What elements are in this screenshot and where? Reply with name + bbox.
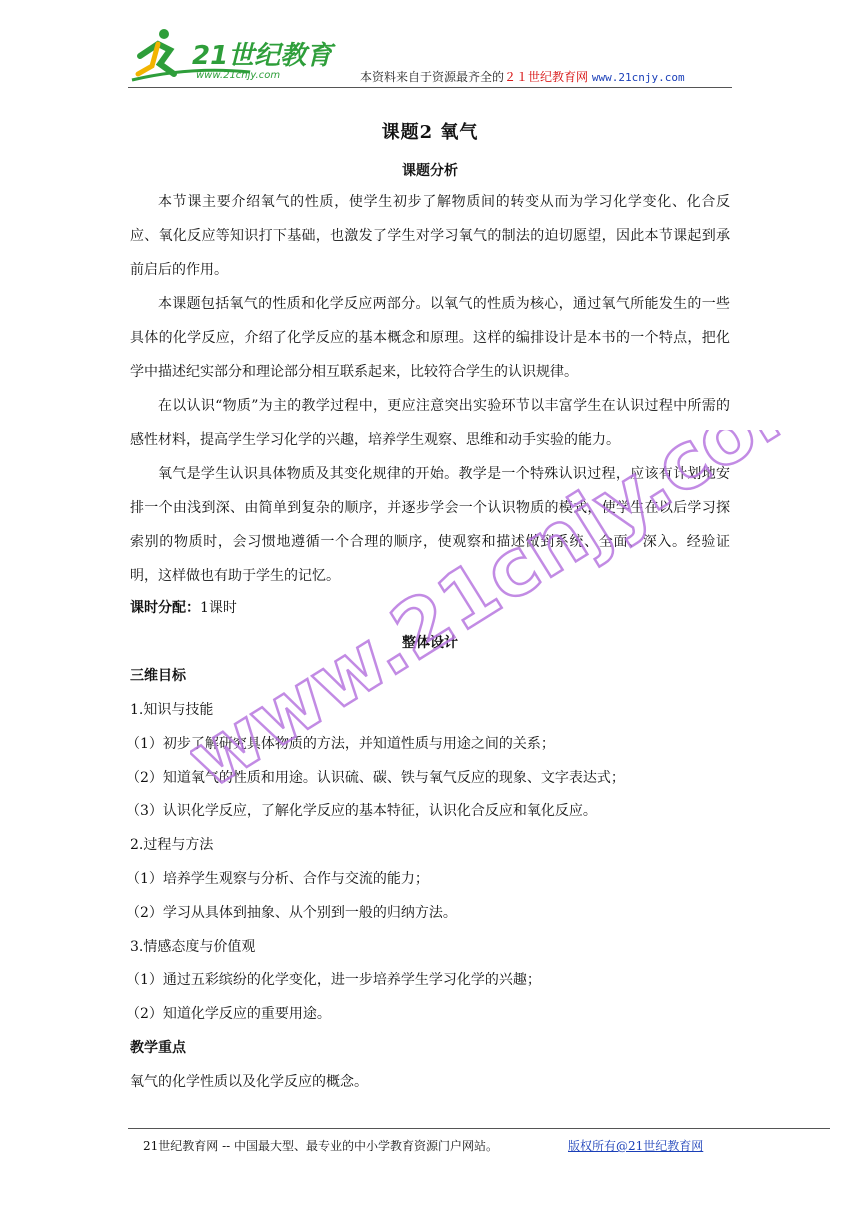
site-logo[interactable] (130, 26, 350, 86)
logo-graphic (130, 26, 350, 86)
goal-2-item: （2）学习从具体到抽象、从个别到一般的归纳方法。 (126, 905, 457, 921)
footer-divider (128, 1128, 830, 1129)
section-heading-design: 整体设计 (402, 635, 458, 651)
header-note-url[interactable]: www.21cnjy.com (591, 71, 685, 84)
goal-1-item: （3）认识化学反应，了解化学反应的基本特征，认识化合反应和氧化反应。 (126, 803, 597, 819)
watermark-text: www.21cnjy.com (190, 430, 790, 807)
header-divider (128, 87, 732, 88)
key-points-heading: 教学重点 (130, 1040, 186, 1056)
class-hours (130, 598, 750, 618)
goal-1-item: （2）知道氧气的性质和用途。认识硫、碳、铁与氧气反应的现象、文字表达式； (126, 770, 625, 786)
goal-2-heading: 2.过程与方法 (130, 837, 214, 853)
goal-3-item: （2）知道化学反应的重要用途。 (126, 1006, 331, 1022)
header-note-prefix: 本资料来自于资源最齐全的 (360, 70, 505, 84)
document-title: 课题2 氧气 (381, 122, 479, 143)
goal-2-item: （1）培养学生观察与分析、合作与交流的能力； (126, 871, 429, 887)
svg-text:www.21cnjy.com: www.21cnjy.com (196, 70, 281, 81)
header-note-brand: ２１世纪教育网 (504, 70, 589, 84)
paragraph-4: 氧气是学生认识具体物质及其变化规律的开始。教学是一个特殊认识过程，应该有计划地安排一个由浅到深、由简单到复杂的顺序，并逐步学会一个认识物质的模式，使学生在以后学习探索别的物质时，会习惯地遵循一个合理的顺序，使观察和描述做到系统、全面、深入。经验证明，这样做也有助于学生的记忆。 (130, 466, 730, 584)
section-heading-analysis: 课题分析 (402, 163, 458, 179)
paragraph-1: 本节课主要介绍氧气的性质，使学生初步了解物质间的转变从而为学习化学变化、化合反应、氧化反应等知识打下基础，也激发了学生对学习氧气的制法的迫切愿望，因此本节课起到承前启后的作用。 (130, 194, 730, 278)
header-source-note (360, 68, 685, 85)
class-hours-label: 课时分配： (130, 600, 200, 616)
footer-copyright-link[interactable]: 版权所有@21世纪教育网 (568, 1139, 704, 1153)
goal-3-item: （1）通过五彩缤纷的化学变化，进一步培养学生学习化学的兴趣； (126, 972, 541, 988)
footer-tagline: 21世纪教育网 -- 中国最大型、最专业的中小学教育资源门户网站。 (143, 1139, 499, 1153)
goal-3-heading: 3.情感态度与价值观 (130, 939, 256, 955)
paragraph-2: 本课题包括氧气的性质和化学反应两部分。以氧气的性质为核心，通过氧气所能发生的一些具体的化学反应，介绍了化学反应的基本概念和原理。这样的编排设计是本书的一个特点，把化学中描述纪实部分和理论部分相互联系起来，比较符合学生的认识规律。 (130, 296, 730, 380)
class-hours-value: 1课时 (200, 600, 237, 616)
svg-text:21世纪教育: 21世纪教育 (192, 41, 333, 71)
key-points-text: 氧气的化学性质以及化学反应的概念。 (130, 1074, 368, 1090)
goal-1-heading: 1.知识与技能 (130, 702, 214, 718)
paragraph-3: 在以认识“物质”为主的教学过程中，更应注意突出实验环节以丰富学生在认识过程中所需的感性材料，提高学生学习化学的兴趣，培养学生观察、思维和动手实验的能力。 (130, 398, 730, 448)
goal-1-item: （1）初步了解研究具体物质的方法，并知道性质与用途之间的关系； (126, 736, 555, 752)
goals-heading: 三维目标 (130, 668, 186, 684)
